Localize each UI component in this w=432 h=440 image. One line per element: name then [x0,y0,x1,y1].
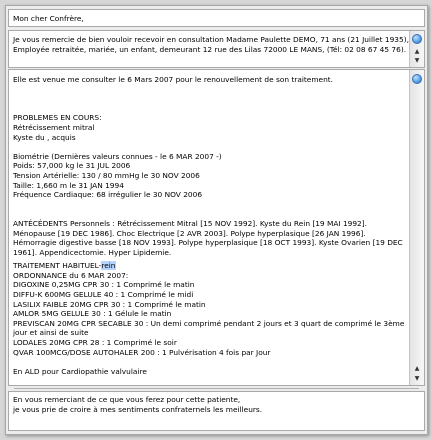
med-amlor: AMLOR 5MG GELULE 30 : 1 Gélule le matin [13,309,172,319]
bio-height: Taille: 1,660 m le 31 JAN 1994 [13,180,124,190]
bio-weight: Poids: 57,000 kg le 31 JUL 2006 [13,161,131,171]
salutation-text: Mon cher Confrère, [13,14,84,23]
intro-line-1: Je vous remercie de bien vouloir recevoir en consultation Madame Paulette DEMO, 71 ans (21 Juillet 1935), [13,35,409,44]
intro-scroll-thumb[interactable] [412,34,422,44]
problem-1: Rétrécissement mitral [13,122,95,132]
intro-scrollbar[interactable] [409,31,424,67]
body-scroll-thumb[interactable] [412,74,422,84]
visit-line: Elle est venue me consulter le 6 Mars 2007 pour le renouvellement de son traitement. [13,75,334,84]
med-qvar: QVAR 100MCG/DOSE AUTOHALER 200 : 1 Pulvérisation 4 fois par Jour [13,347,271,357]
body-scrollbar[interactable] [409,70,424,385]
problems-title: PROBLEMES EN COURS: [13,113,102,123]
scroll-up-icon[interactable]: ▲ [414,48,420,55]
ordonnance-title: ORDONNANCE du 6 MAR 2007: [13,270,129,280]
closing-field[interactable] [8,391,425,431]
bio-blood-pressure: Tension Artérielle: 130 / 80 mmHg le 30 NOV 2006 [13,170,200,180]
med-lasilix: LASILIX FAIBLE 20MG CPR 30 : 1 Comprimé le matin [13,299,206,309]
closing-line-1: En vous remerciant de ce que vous ferez pour cette patiente, [13,395,241,404]
treatment-title [13,261,407,271]
scroll-up-icon[interactable]: ▲ [414,365,420,372]
med-diffu-k: DIFFU-K 600MG GELULE 40 : 1 Comprimé le midi [13,290,194,300]
splitter-handle[interactable] [14,388,419,389]
salutation-field[interactable] [8,9,425,27]
intro-field[interactable] [8,30,425,68]
med-lodales: LODALES 20MG CPR 28 : 1 Comprimé le soir [13,338,177,348]
treatment-prefix: TRAITEMENT HABITUEL- [13,261,102,271]
body-field[interactable] [8,69,425,386]
body-scroll-arrows [410,363,424,385]
ald-line: En ALD pour Cardiopathie valvulaire [13,366,147,376]
scroll-down-icon[interactable]: ▼ [414,375,420,382]
intro-scroll-arrows [410,47,424,67]
letter-editor-window [5,5,428,435]
problem-2: Kyste du , acquis [13,132,76,142]
selected-text[interactable]: rein [101,261,116,271]
med-digoxine: DIGOXINE 0,25MG CPR 30 : 1 Comprimé le matin [13,280,195,290]
biometry-title: Biométrie (Dernières valeurs connues - le 6 MAR 2007 -) [13,151,222,161]
closing-line-2: je vous prie de croire à mes sentiments confraternels les meilleurs. [13,404,263,414]
antecedents-paragraph: ANTÉCÉDENTS Personnels : Rétrécissement Mitral [15 NOV 1992]. Kyste du Rein [19 MAI 1992]. Ménopause [19 DEC 1986]. Choc Electrique [2 AVR 2003]. Polype hyperplasique [26 JAN 1996]. Hémorragie digestive basse [18 NOV 1993]. Polype hyperplasique [18 OCT 1993]. Kyste Ovarien [19 DEC 1961]. Appendicectomie. Hyper Lipidemie. [13,218,403,257]
intro-line-2: Employée retraitée, mariée, un enfant, demeurant 12 rue des Lilas 72000 LE MANS, (Tél: 02 08 67 45 76). [13,44,407,54]
med-previscan: PREVISCAN 20MG CPR SECABLE 30 : Un demi comprimé pendant 2 jours et 3 quart de comprimé le 3ème jour et ainsi de suite [13,318,405,338]
bio-heart-rate: Fréquence Cardiaque: 68 irrégulier le 30 NOV 2006 [13,190,203,200]
scroll-down-icon[interactable]: ▼ [414,57,420,64]
